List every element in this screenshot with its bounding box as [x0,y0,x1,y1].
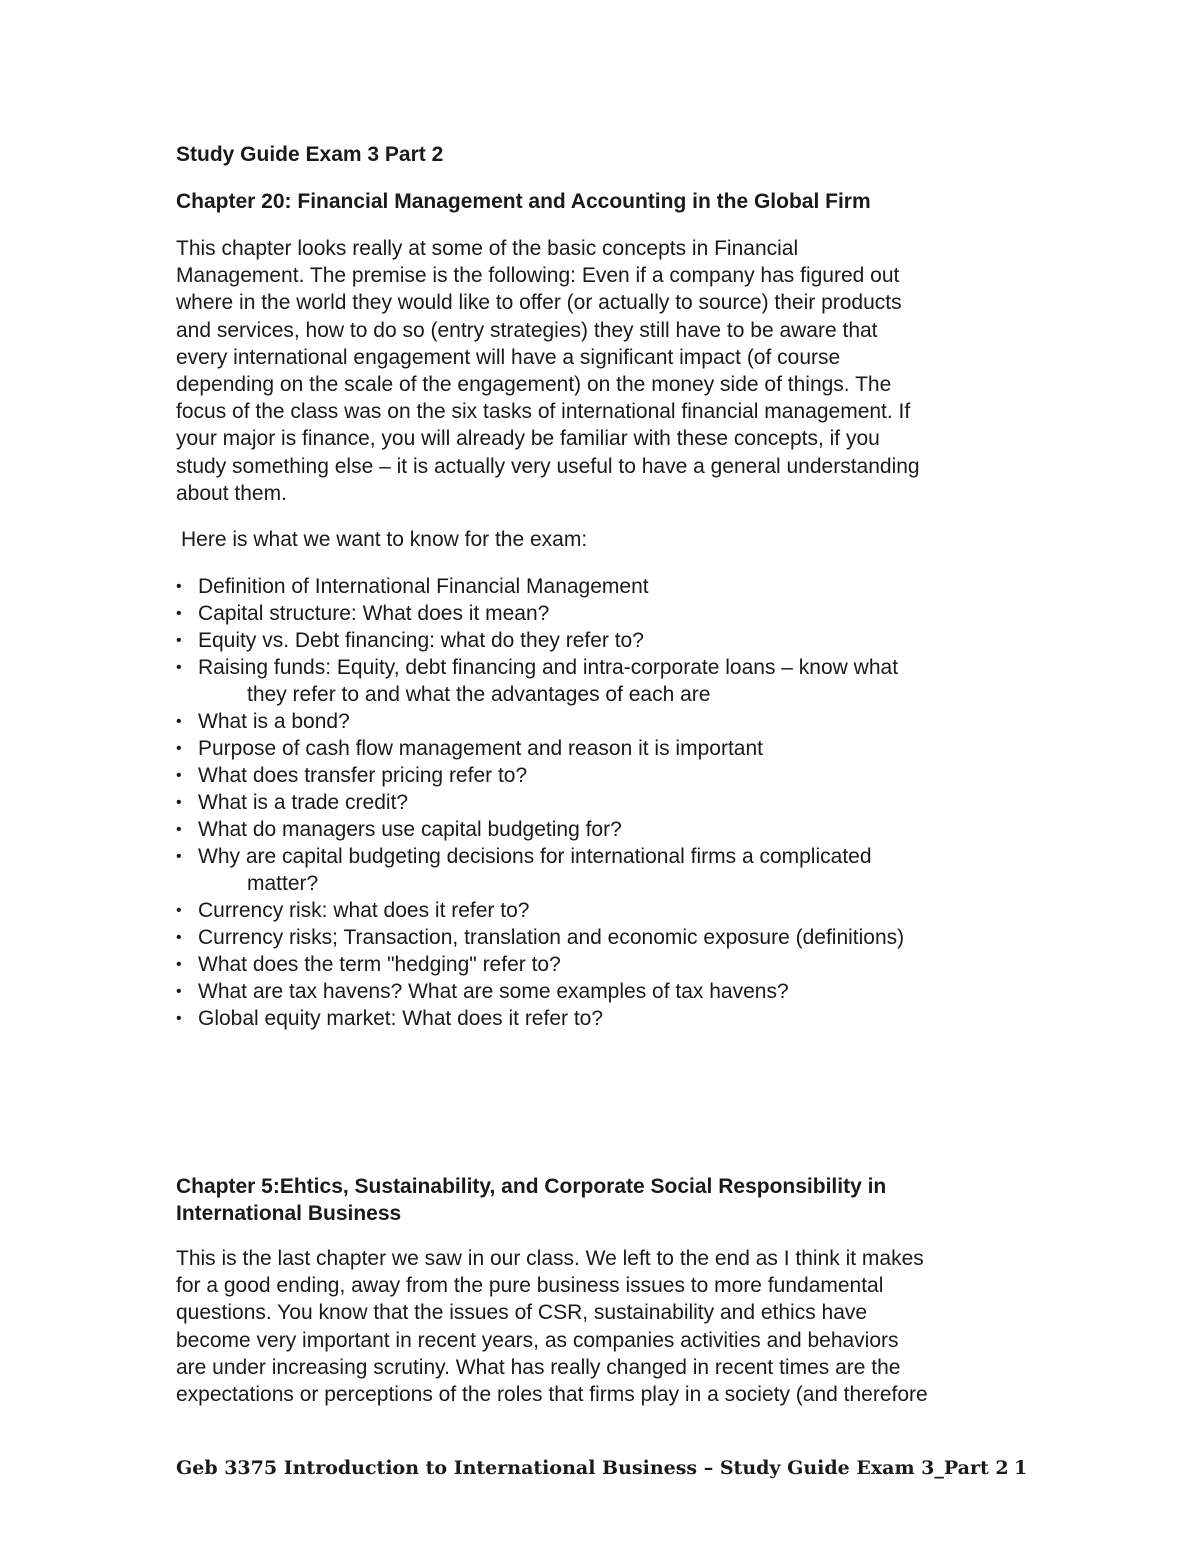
page-number: 1 [1014,1457,1028,1479]
list-item [176,951,1036,978]
list-item-continuation: matter? [247,872,319,895]
bullet-icon: • [176,767,182,784]
list-item-text: What does the term "hedging" refer to? [198,953,561,976]
chapter-5-heading [176,1173,1026,1227]
bullet-icon: • [176,1010,182,1027]
bullet-icon: • [176,713,182,730]
list-item [176,897,1036,924]
paragraph-line: focus of the class was on the six tasks of international financial management. If [176,400,911,424]
bullet-icon: • [176,632,182,649]
list-item-text: What do managers use capital budgeting for? [198,818,622,841]
list-item-text: What is a bond? [198,710,350,733]
list-item [176,600,1036,627]
chapter-5-paragraph [176,1245,1036,1408]
bullet-icon: • [176,659,182,676]
page-footer-text: Geb 3375 Introduction to International Business – Study Guide Exam 3_Part 2 [176,1457,1009,1479]
bullet-icon: • [176,821,182,838]
bullet-icon: • [176,929,182,946]
list-item [176,573,1036,600]
paragraph-line: for a good ending, away from the pure business issues to more fundamental [176,1274,884,1298]
list-item [176,816,1036,843]
bullet-icon: • [176,902,182,919]
heading-line: Chapter 5:Ehtics, Sustainability, and Corporate Social Responsibility in [176,1175,887,1198]
paragraph-line: become very important in recent years, as companies activities and behaviors [176,1328,899,1352]
list-item-text: What is a trade credit? [198,791,409,814]
exam-intro-text: Here is what we want to know for the exam: [181,528,588,551]
paragraph-line: This chapter looks really at some of the basic concepts in Financial [176,237,799,260]
chapter-20-paragraph [176,235,1026,507]
bullet-icon: • [176,605,182,622]
list-item-text: What does transfer pricing refer to? [198,764,528,787]
bullet-icon: • [176,848,182,865]
list-item-text: What are tax havens? What are some examples of tax havens? [198,980,789,1003]
paragraph-line: where in the world they would like to offer (or actually to source) their products [176,291,902,315]
list-item-text: Equity vs. Debt financing: what do they refer to? [198,629,644,652]
list-item [176,843,1036,897]
list-item-text: Definition of International Financial Management [198,575,649,598]
list-item [176,1005,1036,1032]
chapter-20-heading: Chapter 20: Financial Management and Accounting in the Global Firm [176,190,871,213]
paragraph-line: depending on the scale of the engagement) on the money side of things. The [176,373,892,397]
bullet-icon: • [176,956,182,973]
paragraph-line: questions. You know that the issues of CSR, sustainability and ethics have [176,1301,868,1325]
list-item [176,978,1036,1005]
list-item-text: Global equity market: What does it refer to? [198,1007,604,1030]
list-item-continuation: they refer to and what the advantages of each are [247,683,711,706]
exam-topics-list [176,573,1036,1032]
list-item [176,762,1036,789]
list-item-text: Currency risks; Transaction, translation and economic exposure (definitions) [198,926,905,949]
paragraph-line: Management. The premise is the following: Even if a company has figured out [176,264,900,288]
list-item-text: Why are capital budgeting decisions for international firms a complicated [198,845,872,868]
heading-line: International Business [176,1202,402,1225]
list-item-text: Currency risk: what does it refer to? [198,899,530,922]
list-item-text: Purpose of cash flow management and reason it is important [198,737,763,760]
bullet-icon: • [176,983,182,1000]
list-item [176,735,1036,762]
paragraph-line: This is the last chapter we saw in our class. We left to the end as I think it makes [176,1247,924,1270]
bullet-icon: • [176,794,182,811]
bullet-icon: • [176,578,182,595]
paragraph-line: study something else – it is actually very useful to have a general understanding [176,454,920,478]
list-item [176,789,1036,816]
document-title: Study Guide Exam 3 Part 2 [176,143,444,166]
list-item [176,924,1036,951]
paragraph-line: every international engagement will have a significant impact (of course [176,345,841,369]
paragraph-line: about them. [176,481,287,505]
paragraph-line: and services, how to do so (entry strategies) they still have to be aware that [176,318,878,342]
bullet-icon: • [176,740,182,757]
list-item-text: Capital structure: What does it mean? [198,602,550,625]
paragraph-line: your major is finance, you will already be familiar with these concepts, if you [176,427,880,451]
list-item [176,627,1036,654]
list-item-text: Raising funds: Equity, debt financing and intra-corporate loans – know what [198,656,899,679]
list-item [176,654,1036,708]
paragraph-line: expectations or perceptions of the roles that firms play in a society (and therefore [176,1383,928,1407]
list-item [176,708,1036,735]
paragraph-line: are under increasing scrutiny. What has really changed in recent times are the [176,1355,901,1379]
